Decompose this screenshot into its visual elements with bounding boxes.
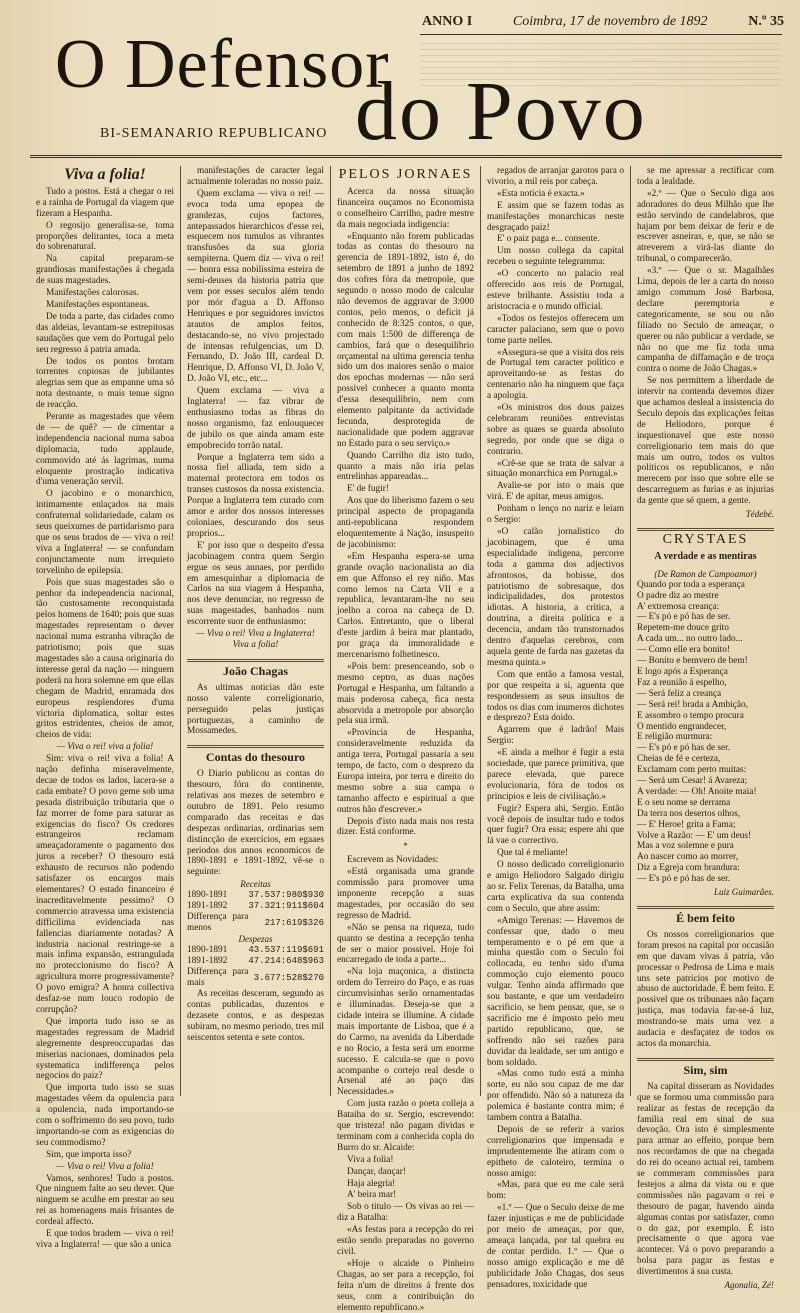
receita-year-1: 1890-1891 — [187, 890, 228, 901]
poem-line: E religião murmura: — [637, 732, 713, 743]
article-heading-viva-a-folia: Viva a folia! — [64, 166, 146, 183]
paragraph: Depois de se referir a varios correligionarios que impensada e imprudentemente lhe atiram com o epitheto de caloteiro, termina o nosso amigo: — [487, 1124, 624, 1179]
poem-line: A' extremosa creança: — [637, 601, 720, 612]
receita-value-1: 37.537:980$930 — [248, 890, 324, 901]
despeza-value-2: 47.214:648$963 — [248, 956, 324, 967]
paragraph: «Não se pensa na riqueza, tudo quanto se destina a recepção tenha de ser o maior possivel. Hoje foi encarregado de toda a parte... — [337, 922, 474, 966]
paragraph: manifestações de caracter legal actualmente toleradas no nosso paiz. — [187, 166, 324, 187]
poem-line: — Será rei! brada a Ambição, — [637, 699, 748, 710]
column-1 — [30, 166, 180, 1250]
paragraph: As ultimas noticias dão este nosso valente correligionario, perseguido pelas justiças portuguezas, a caminho de Mossamedes. — [187, 682, 324, 737]
paragraph: «Pois bem: presenceando, sob o mesmo ceptro, as duas nações Portugal e Hespanha, um faltando a mais poderosa cabeça, fica nesta absorvida a metropole por absorção pela sua irmã. — [337, 661, 474, 727]
paragraph: Se nos permittem a liberdade de intervir na contenda devemos dizer que achamos desleal a insistencia do Seculo depois das explicações feitas de Heliodoro, porque é inquestionavel que este nosso correligionario tem mais do que mais um outro, todos os vultos politicos os republicanos, e não merecem por isso que sobre elle se descarreguem as furias e as injurias da gente que sé quem, a gente. — [637, 376, 774, 507]
article-heading-sim-sim: Sim, sim — [683, 1062, 728, 1077]
article-heading-joao-chagas: João Chagas — [222, 663, 288, 678]
paragraph: «Crê-se que se trata de salvar a situação monarchica em Portugal.» — [487, 458, 624, 480]
paragraph: «Todos os festejos offerecem um caracter palaciano, sem que o povo tome parte nelles. — [487, 313, 624, 346]
article-heading-pelos-jornaes: PELOS JORNAES — [338, 167, 473, 182]
receitas-label: Receitas — [240, 879, 271, 890]
newspaper-title-line1: O Defensor — [55, 26, 390, 103]
poem-line: O mentido engrandecer, — [637, 721, 727, 732]
paragraph: De todos os pontos brotam torrentes copiosas de jubilantes alegrias sem que as empanne uma só nota destoante, o mais tenue signo de reacção. — [36, 356, 174, 411]
section-divider — [637, 1058, 774, 1061]
poem-line: — Como elle era bonito! — [637, 645, 730, 656]
paragraph: «As festas para a recepção do rei estão sendo preparadas no governo civil. — [337, 1225, 474, 1257]
accounts-table — [187, 879, 324, 989]
paragraph: Agarrem que é ladrão! Mais Sergio: — [487, 725, 624, 747]
paragraph: Porque a Inglaterra tem sido a nossa fiel alliada, tem sido a maternal protectora em todos os transes custosos da nossa existencia. Porque a Inglaterra tem curado com amor e ardor dos nossos interesses coloniaes, descurando dos seus proprios... — [187, 452, 324, 539]
newspaper-title-line2: do Povo — [355, 65, 647, 158]
paragraph: Acerca da nossa situação financeira ouçamos no Economista o conselheiro Carrilho, padre mestre da mais negociada indigencia: — [337, 186, 474, 230]
signature: Tédebé. — [745, 509, 774, 520]
paragraph: «Em Hespanha espera-se uma grande ovação nacionalista ao dia em que Affonso el rey niño. Mas como lemos na Carta VII e a republica, levantaram-lhe no seu joelho a coroa na cabeça de D. Carlos. Entretanto, que o liberal d'este jardim á beira mar plantado, por graça da immoralidade e mercenarismo folhetinesco. — [337, 551, 474, 660]
paragraph: «O calão jornalistico do jacobinagem, que é uma especialidade indigena, percorre toda a gamma dos adjectivos afrontosos, da bobisse, dos patriotismo de sobresaque, dos indicipalidades, dos protestos idiotas. A historia, a critica, a doutrina, a direita politica e a decencia, andam tão transtornados dentro d'aquelas cerebros, com aquela gente de farda nas gazetas da mesma quinta.» — [487, 527, 624, 668]
paragraph: Com justa razão o poeta colleja a Bataiha do sr. Sergio, escrevendo: que tristeza! não pagam dividas e terminam com a conhecida copla do Burro do sr. Alcaide: — [337, 1099, 474, 1153]
issue-rule — [420, 34, 782, 35]
poem-line: Da terra nos desertos olhos, — [637, 808, 741, 819]
paragraph: «O concerto no palacio real offerecido aos reis de Portugal, esteve brilhante. Assistiu toda a aristocracia e o mundo official. — [487, 269, 624, 312]
paragraph: se me apressar a rectificar com toda a lealdade. — [637, 166, 774, 187]
paragraph: regados de arranjar garotos para o vivorio, a mil reis por cabeça. — [487, 166, 624, 187]
receita-year-2: 1891-1892 — [187, 901, 228, 912]
article-heading-e-bem-feito: É bem feito — [676, 911, 735, 925]
issue-number: N.º 35 — [748, 14, 784, 29]
diff-menos-value: 217:619$326 — [264, 917, 324, 928]
poem-line: — E's pó e pó has de ser. — [637, 743, 731, 754]
paragraph: Haja alegria! — [347, 1178, 396, 1189]
paragraph: Na capital preparam-se grandiosas manifestações á chegada de suas magestades. — [36, 254, 174, 287]
paragraph: Dançar, dançar! — [347, 1166, 406, 1177]
column-3 — [330, 166, 480, 1313]
article-body-viva-a-folia — [36, 187, 174, 1251]
paragraph: Ponham o lenço no nariz e leiam o Sergio: — [487, 504, 624, 526]
poem-line: Cheias de fé e certeza, — [637, 754, 721, 765]
paragraph: O nosso dedicado correligionario e amigo Heliodoro Salgado dirigiu ao sr. Felix Terenas, da Batalha, uma carta explicativa da sua contenda com o Seculo, que abre assim: — [487, 860, 624, 914]
masthead — [0, 0, 800, 160]
section-divider — [637, 906, 774, 909]
paragraph: «Amigo Terenas: — Havemos de confessar que, dado o meu temperamento e o pé em que a minha questão com o Seculo foi collocada, eu tenho sido d'uma commoção cujo elemento pouco vulgar. Tenho ainda affirmado que sou bastante, e que um verdadeiro sacrificio, se bem pensar, que, se o sacrificio me é imposto pelo meu partido republicano, que, se soffrendo não sei razões para duvidar da lealdade, ser um antigo e bom soldado. — [487, 915, 624, 1068]
despeza-year-2: 1891-1892 — [187, 956, 228, 967]
paragraph: Tudo a postos. Está a chegar o rei e a rainha de Portugal da viagem que fizeram a Hespanha. — [36, 186, 174, 219]
article-continuation-col5 — [637, 166, 774, 507]
column-5 — [630, 166, 780, 1291]
paragraph: Sob o titulo — Os vivas ao rei — diz a Batalha: — [337, 1202, 474, 1224]
paragraph: Viva a folia! — [347, 1154, 394, 1165]
masthead-rule — [30, 155, 782, 158]
issue-date: Coimbra, 17 de novembro de 1892 — [512, 14, 708, 29]
paragraph: Pois que suas magestades são o penhor da independencia nacional, tão custosamente reconquistada pelos homens de 1640; pois que suas magestades representam o dever nacional numa estranha vibração de patriotismo; pois que suas magestades são a causa originaria do interesse geral da nação — ninguem poderá na hora solemne em que ellas chegam de Madrid, enramada dos europeus resplendores d'uma victoria diplomatica, soltar estes gritos estridentes, cheios de amor, cheios de vida: — [36, 577, 174, 741]
poem-line: Volve a Razão: — E' um deus! — [637, 830, 752, 841]
poem-line: Exclamam com perto muitas: — [637, 765, 747, 776]
paragraph: «2.º — Que o Seculo diga aos adoradores do deus Milhão que lhe estão servindo de candelabros, que hajam por bem deixar de ferir e de escrever asneiras, e, que, se não se atreverem a virá-las diante do tribunal, o comparecerão. — [637, 188, 774, 265]
despezas-label: Despezas — [238, 934, 273, 945]
poem-section-heading: CRYSTAES — [662, 532, 749, 547]
diff-mais-label: Differença para mais — [187, 967, 249, 989]
despeza-year-1: 1890-1891 — [187, 945, 228, 956]
poem-line: — Bonito e bemvero de bem! — [637, 656, 748, 667]
poem-line: Repetem-me douce grito — [637, 623, 729, 634]
paragraph: Que importa tudo isso se suas magestades vêem da opulencia para a opulencia, nada importando-se com o soffrimento do seu povo, tudo importando-se com as exigencias do seu commodismo? — [36, 1083, 174, 1148]
article-body-joao-chagas — [187, 683, 324, 738]
poem-line: O padre diz ao mestre — [637, 590, 719, 601]
poem-signature: Luiz Guimarães. — [713, 887, 774, 898]
paragraph: «Mas como tudo está a minha sorte, eu não sou capaz de me dar por offendido. Não só a natureza da polemica é bastante contra mim; é tambem contra a Batalha. — [487, 1069, 624, 1124]
signature: Agonalia, Zé! — [724, 1280, 774, 1291]
poem-line: A verdade: — Oh! Anoite maia! — [637, 786, 757, 797]
paragraph: A' beira mar! — [347, 1190, 397, 1201]
paragraph: Com que então a famosa vestal, por que respeita a si, aguenta que respondessem as seus insultos de todos os dias com inumeros dichotes e desprezo? Esta doido. — [487, 669, 624, 724]
diff-mais-value: 3.677:528$270 — [253, 972, 324, 983]
paragraph-separator: * — [403, 841, 408, 852]
poem-line: Faz a reunião á espelho, — [637, 677, 727, 688]
article-body-novidades — [337, 855, 474, 1313]
article-body-column-4 — [487, 166, 624, 1291]
paragraph: Aos que do liberismo fazem o seu principal aspecto de propaganda anti-republicana respondem eloquentemente á Nação, insuspeito de jacobinismo: — [337, 496, 474, 550]
paragraph: E' por isso que o despeito d'essa jacobinagem contra quem Sergio ergue os seus annaes, por perdido em amesquinhar a diplomacia de Carlos na sua viagem á Hespanha, nos deve denunciar, no regresso de suas magestades, banhados num escorrente suor de enthusiasmo: — [187, 540, 324, 628]
poem-line: E logo após a Esperança — [637, 666, 728, 677]
poem-lines — [637, 580, 774, 885]
paragraph: «Enquanto não forem publicadas todas as contas do thesouro na gerencia de 1891-1892, isto é, do setembro de 1891 a junho de 1892 dos cofres fóra da metropole, que segundo o nosso modo de calcular não devemos de aggravar de 3:000 contos, pelo menos, o deficit já conhecido de 8:325 contos, o que, com mais 1:500 de differença de cambios, fará que o desequilibrio orçamental na ultima gerencia tenha sido um dos maiores senão o maior dos epochas modernas — não será possivel conhecer a quanto monta d'essa desequilibrio, nem com elemento palpitante da actividade fecunda, desprotegida de nacionalidade que podem aggravar no Estado para o seu serviço.» — [337, 231, 474, 449]
issue-label: ANNO I — [422, 14, 473, 29]
article-body-e-bem-feito: Os nossos correligionarios que foram presos na capital por occasião em que davam vivas á patria, vão processar o Pedrosa de Lima e mais uns sete patricios por motivo de abuso de auctoridade. É bem feito. E possivel que os tribunaes não façam justiça, mas todavia far-se-á luz, mostrando-se mais uma vez a audacia e desfaçatez de todos os actos da monarchia. — [637, 929, 774, 1049]
paragraph: Que tal é meliante! — [497, 848, 568, 859]
poem-line: E o seu nome se derrama — [637, 797, 731, 808]
poem-line: — E' Heroe! grita a Fama; — [637, 819, 736, 830]
paragraph: «Os ministros dos dous paizes celebraram reuniões entrevistas sobre as quaes se guarda absoluto segredo, por onde que se diga o contrario. — [487, 403, 624, 457]
column-2 — [180, 166, 330, 1096]
poem-line: — E's pó e pó has de ser. — [637, 874, 731, 885]
paragraph: Quem exclama — viva a Inglaterra! — faz vibrar de enthusiasmo todas as fibras do nosso organismo, faz enlouquecer de jubilo os que ainda amam este empobrecido torrão natal. — [187, 386, 324, 451]
paragraph: — Viva o rei! viva a folia! — [56, 742, 154, 753]
accounts-intro: O Diario publicou as contas do thesouro, fóra do continente, relativas aos mezes de setembro e outubro de 1891. Pelo resumo comparado das receitas e das despezas ordinarias, ordinarias sem distincção de exercicios, em egaaes periodos dos annos economicos de 1890-1891 e 1891-1892, vê-se o seguinte: — [187, 769, 324, 878]
newspaper-subtitle: BI-SEMANARIO REPUBLICANO — [100, 126, 328, 141]
paragraph: E assim que se fazem todas as manifestações monarchicas neste desgraçado paiz! — [487, 200, 624, 233]
paragraph: O regosijo generalisa-se, toma proporções delirantes, toca a meta do sobrenatural. — [36, 220, 174, 253]
article-body-pelos-jornaes — [337, 187, 474, 838]
paragraph: — Viva o rei! Viva a folia! — [56, 1161, 154, 1172]
paragraph: Escrevem as Novidades: — [347, 855, 439, 866]
paragraph: «Hoje o alcaide o Pinheiro Chagas, ao ser para a recepção, foi feita n'um de direitos á frente dos seus, com a contribuição do elemento republicano.» — [337, 1258, 474, 1313]
paragraph: «3.º — Que o sr. Magalhães Lima, depois de ler a carta do nosso amigo commum José Barbosa, declare peremptoria e categoricamente, se sou ou não filiado no Seculo de ameaçar, o querer ou não publicar a verdade, se não no que me fiz toda uma campanha de diffamação e de troça contra o nome de João Chagas.» — [637, 266, 774, 375]
paragraph: Avalie-se por isto o mais que virá. E' de apitar, meus amigos. — [487, 481, 624, 503]
paragraph: Depois d'isto nada mais nos resta dizer. Está conforme. — [337, 816, 474, 838]
poem-attribution: (De Ramon de Campoamor) — [654, 568, 757, 579]
paragraph: Fugir? Espera ahi, Sergio. Então você depois de insultar tudo e todos quer fugir? Ora essa; espere ahi que lá vae o correctivo. — [487, 803, 624, 847]
issue-line — [422, 14, 784, 30]
paragraph: Sim: viva o rei! viva a folia! A nação definha miseravelmente, decae de todos os lados, lacera-se a cada embate? O povo geme sob uma pesada distribuição tributaria que o faz morrer de fome para saturar as exigencias do fisco? Os credores estrangeiros reclamam ameaçadoramente o pagamento dos juros a receber? O thesouro está exhausto de recursos não podendo satisfazer os encargos mais elementares? O estado financeiro é inacreditavelmente pessimo? O commercio atravessa uma existencia difficilima evidenciada nas fallencias diariamente notadas? A industria nacional restringe-se a mais infima expansão, estrangulada no proteccionismo do fisco? A agricultura morre progressivamente? O povo emigra? A honra collectiva desfaz-se num louco rodopio de corrupção? — [36, 754, 174, 1015]
section-divider — [187, 745, 324, 748]
paragraph: «Esta noticia é exacta.» — [497, 188, 585, 199]
paragraph: «Assegura-se que a visita dos reis de Portugal tem caracter politico e aproveitando-se as festas do centenario não ha ninguem que faça a apologia. — [487, 347, 624, 402]
poem-line: Ao nascer como ao morrer, — [637, 852, 739, 863]
paragraph: E que todos bradem — viva o rei! viva a Inglaterra! — que são a unica — [36, 1229, 174, 1250]
paragraph: «Mas, para que eu me cale será bom: — [487, 1180, 624, 1202]
poem-line: — Será feliz a creança — [637, 688, 722, 699]
paragraph: De toda a parte, das cidades como das aldeias, levantam-se estrepitosas saudações que vem do Portugal pelo seu regresso á patria amada. — [36, 311, 174, 355]
paragraph: — Viva o rei! Viva a Inglaterra! Viva a folia! — [196, 629, 315, 650]
poem-line: — Será um Cesar! á Avareza; — [637, 776, 748, 787]
paragraph: E' de fugir! — [347, 484, 389, 495]
paragraph: «1.º — Que o Seculo deixe de me fazer injustiças e me de publicidade por meio de ameaças, por que, ameaça lançada, por tal quebra eu de contar perdido. 1.º — Que o nosso amigo explicação e me dê publicidade João Chagas, dos seus pensadores, toxicidade que — [487, 1203, 624, 1290]
poem-line: A cada um... no outro lado... — [637, 634, 743, 645]
article-heading-contas: Contas do thesouro — [205, 750, 306, 765]
paragraph: «Está organisada uma grande commissão para promover uma imponente recepção a suas magestades, por occasião do seu regresso de Madrid. — [337, 867, 474, 921]
accounts-outro: As receitas desceram, segundo as contas publicadas, duzentos e dezasete contos, e as despezas subiram, no mesmo periodo, tres mil seiscentos setenta e sete contos. — [187, 989, 324, 1043]
despeza-value-1: 43.537:119$691 — [248, 945, 324, 956]
column-4 — [480, 166, 630, 1290]
paragraph: «Na loja maçonica, a distincta ordem do Terreiro do Paço, e as ruas circumvisinhas serão ornamentadas e illuminadas. Deseja-se que a cidade inteira se illumine. A cidade mais importante de Lisboa, que é a do Carmo, na avenida da Liberdade e no Rocio, a festa será um enorme sucesso. E calcula-se que o povo acompanhe o cortejo real desde o Arsenal até ao paço das Necessidades.» — [337, 967, 474, 1098]
paragraph: Quando Carrilho diz isto tudo, quanto a mais não iria pelas entrelinhas appareadas... — [337, 450, 474, 483]
poem-line: E assombro o tempo procura — [637, 710, 744, 721]
paragraph: Manifestações calorosas. — [46, 288, 139, 299]
article-body-sim-sim: Na capital disseram as Novidades que se formou uma commissão para realizar as festas de recepção da familia real em sinal de sua devoção. Ora isto é simplesmente para armar ao effeito, porque bem nos recordamos de que na chegada do rei do oceano actual rei, tambem se commeram commissões para festejos a alma da vista ou e que commissões não pagavam o rei e thesouro de pagar, havendo ainda algumas contas por satisfazer, como o do gaz, por exemplo. É isto precisamente o que agora vae acontecer. Vá o povo preparando a bolsa para pagar as festas e divertimentos á sua custa. — [637, 1081, 774, 1278]
paragraph: Um nosso collega da capital recebeu o seguinte telegramma: — [487, 246, 624, 268]
paragraph: «Provincia de Hespanha, consideravelmente reduzida da antiga terra, Portugal passaria a seu tempo, de facto, com o desprezo da Europa inteira, por terra e direito do mesmo sobre a sua campa o tamanho affecto e espiritual a que outros hão d'escrever.» — [337, 728, 474, 815]
paragraph: Que importa tudo isso se as magestades regressam de Madrid alegremente despreoccupadas das miserias nacionaes, dominados pela systematica indifferença pelos negocios do paiz? — [36, 1016, 174, 1082]
poem-line: — E's pó e pó has de ser. — [637, 612, 731, 623]
receita-value-2: 37.321:911$604 — [248, 901, 324, 912]
paragraph: Quem exclama — viva o rei! — evoca toda uma epopea de grandezas, cujos factores, antepassados hierarchicos d'esse rei, esquecem nos tumulos as vibrantes transfusões da sua gloria sempiterna. Quem diz — viva o rei! — honra essa nobilissima esteira de semi-deuses da historia patria que vem por esses seculos além tendo por mór d'agua a D. Affonso Henriques e por seguidores invictos arautos de amplos feitos, destacando-se, no vivo projectado de intensas refulgencias, um D. Fernando, D. João III, cardeal D. Henrique, D. Affonso VI, D. João V, D. João VI, etc., etc... — [187, 188, 324, 385]
diff-menos-label: Differença para menos — [187, 912, 249, 934]
article-continuation — [187, 166, 324, 651]
poem-line: Diz a Egreja com brandura: — [637, 863, 740, 874]
paragraph: Perante as magestades que vêem de — de quê? — de cimentar a independencia nacional numa saboa diplomacia, tudo applaude, commovido até ás lagrimas, numa eloquente prostração indicativa d'uma veneração servil. — [36, 412, 174, 488]
paragraph: Sim, que importa isso? — [46, 1149, 132, 1160]
section-divider — [187, 659, 324, 662]
paragraph: Manifestações espontaneas. — [46, 299, 150, 310]
paragraph: Vamos, senhores! Tudo a postos. Que ninguem falte ao seu dever. Que ninguem se aculhe em prestar ao seu rei as homenagens mais frisantes de cordeal affecto. — [36, 1173, 174, 1228]
paragraph: «E ainda a melhor é fugir a esta sociedade, que parece primitiva, que parece elevada, que parece evolucionaria, fóra de todos os principios e leis de civilisação.» — [487, 748, 624, 802]
poem-line: Quando por toda a esperança — [637, 579, 745, 590]
poem-line: Mas a voz solemne e pura — [637, 841, 734, 852]
poem-title: A verdade e as mentiras — [654, 550, 757, 562]
paragraph: E' o paiz paga e... consente. — [497, 234, 600, 245]
section-divider — [637, 528, 774, 531]
columns — [30, 166, 782, 1313]
paragraph: O jacobino e o monarchico, intimamente enlaçados na mais confraternal solidariedade, calam os seus queixumes de partidarismo para que os seus brados de — viva o rei! viva a Inglaterra! — se confundam conjunctamente num irrequieto torvelinho de epilepsia. — [36, 489, 174, 576]
